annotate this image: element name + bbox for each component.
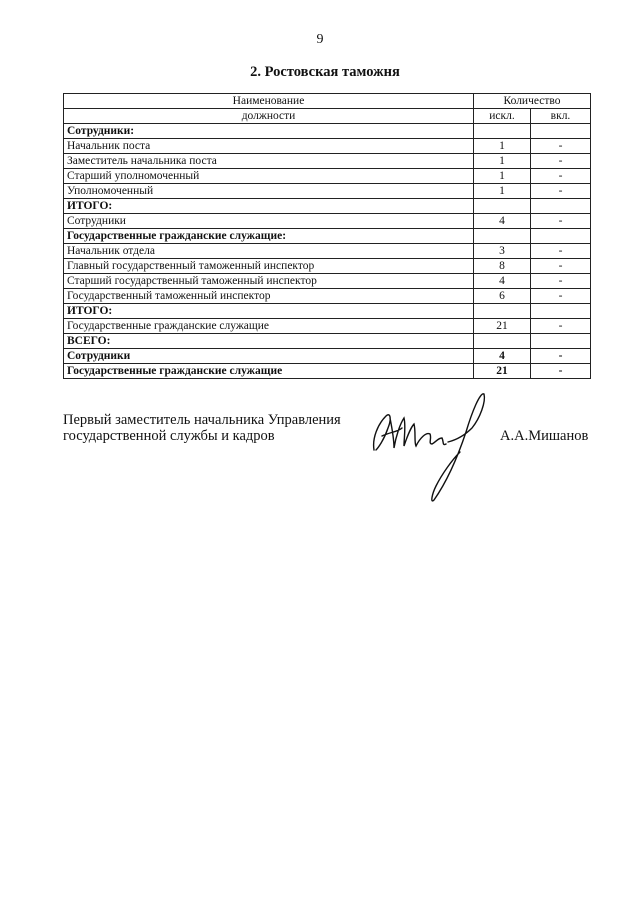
included-count-cell: -: [531, 259, 591, 274]
table-row: [64, 244, 591, 259]
table-section-heading: [64, 334, 591, 349]
position-name-cell: Сотрудники:: [64, 124, 474, 139]
signatory-position: [63, 412, 341, 444]
section-title: 2. Ростовская таможня: [250, 64, 400, 80]
excluded-count-cell: 4: [474, 349, 531, 364]
excluded-count-cell: [474, 334, 531, 349]
header-quantity: Количество: [474, 94, 591, 109]
excluded-count-cell: 1: [474, 169, 531, 184]
position-name-cell: Сотрудники: [64, 214, 474, 229]
position-name-cell: Старший государственный таможенный инспектор: [64, 274, 474, 289]
excluded-count-cell: 4: [474, 274, 531, 289]
included-count-cell: -: [531, 364, 591, 379]
included-count-cell: [531, 229, 591, 244]
signatory-position-line1: Первый заместитель начальника Управления: [63, 412, 341, 428]
included-count-cell: -: [531, 244, 591, 259]
signatory-name: А.А.Мишанов: [500, 428, 589, 444]
position-name-cell: Заместитель начальника поста: [64, 154, 474, 169]
position-name-cell: Старший уполномоченный: [64, 169, 474, 184]
included-count-cell: -: [531, 184, 591, 199]
table-row: [64, 154, 591, 169]
staff-table-header: [64, 94, 591, 124]
table-row: [64, 289, 591, 304]
position-name-cell: ИТОГО:: [64, 304, 474, 319]
header-included: вкл.: [531, 109, 591, 124]
included-count-cell: -: [531, 214, 591, 229]
excluded-count-cell: 21: [474, 364, 531, 379]
table-section-heading: [64, 124, 591, 139]
included-count-cell: -: [531, 274, 591, 289]
position-name-cell: Сотрудники: [64, 349, 474, 364]
position-name-cell: Начальник поста: [64, 139, 474, 154]
excluded-count-cell: 3: [474, 244, 531, 259]
excluded-count-cell: [474, 229, 531, 244]
position-name-cell: Государственные гражданские служащие: [64, 319, 474, 334]
excluded-count-cell: 6: [474, 289, 531, 304]
table-row: [64, 139, 591, 154]
included-count-cell: [531, 199, 591, 214]
position-name-cell: ВСЕГО:: [64, 334, 474, 349]
included-count-cell: -: [531, 319, 591, 334]
included-count-cell: -: [531, 169, 591, 184]
position-name-cell: Главный государственный таможенный инспектор: [64, 259, 474, 274]
excluded-count-cell: [474, 124, 531, 139]
header-name-line1: Наименование: [64, 94, 474, 109]
included-count-cell: -: [531, 289, 591, 304]
signatory-position-line2: государственной службы и кадров: [63, 428, 275, 444]
staff-table: [63, 93, 591, 379]
table-section-heading: [64, 304, 591, 319]
position-name-cell: Государственный таможенный инспектор: [64, 289, 474, 304]
position-name-cell: Государственные гражданские служащие: [64, 364, 474, 379]
table-row: [64, 214, 591, 229]
included-count-cell: -: [531, 154, 591, 169]
excluded-count-cell: 8: [474, 259, 531, 274]
table-row: [64, 274, 591, 289]
position-name-cell: ИТОГО:: [64, 199, 474, 214]
position-name-cell: Начальник отдела: [64, 244, 474, 259]
included-count-cell: [531, 304, 591, 319]
table-section-heading: [64, 199, 591, 214]
position-name-cell: Уполномоченный: [64, 184, 474, 199]
table-row: [64, 259, 591, 274]
handwritten-signature: [368, 388, 498, 508]
excluded-count-cell: 1: [474, 154, 531, 169]
header-name-line2: должности: [64, 109, 474, 124]
table-row: [64, 169, 591, 184]
excluded-count-cell: 4: [474, 214, 531, 229]
table-row: [64, 319, 591, 334]
excluded-count-cell: 1: [474, 139, 531, 154]
table-row: [64, 184, 591, 199]
page-number: 9: [316, 32, 324, 47]
staff-table-body: [64, 124, 591, 379]
included-count-cell: -: [531, 349, 591, 364]
excluded-count-cell: [474, 304, 531, 319]
excluded-count-cell: 21: [474, 319, 531, 334]
table-row: [64, 349, 591, 364]
excluded-count-cell: [474, 199, 531, 214]
position-name-cell: Государственные гражданские служащие:: [64, 229, 474, 244]
header-excluded: искл.: [474, 109, 531, 124]
table-row: [64, 364, 591, 379]
included-count-cell: [531, 334, 591, 349]
included-count-cell: -: [531, 139, 591, 154]
excluded-count-cell: 1: [474, 184, 531, 199]
table-section-heading: [64, 229, 591, 244]
included-count-cell: [531, 124, 591, 139]
